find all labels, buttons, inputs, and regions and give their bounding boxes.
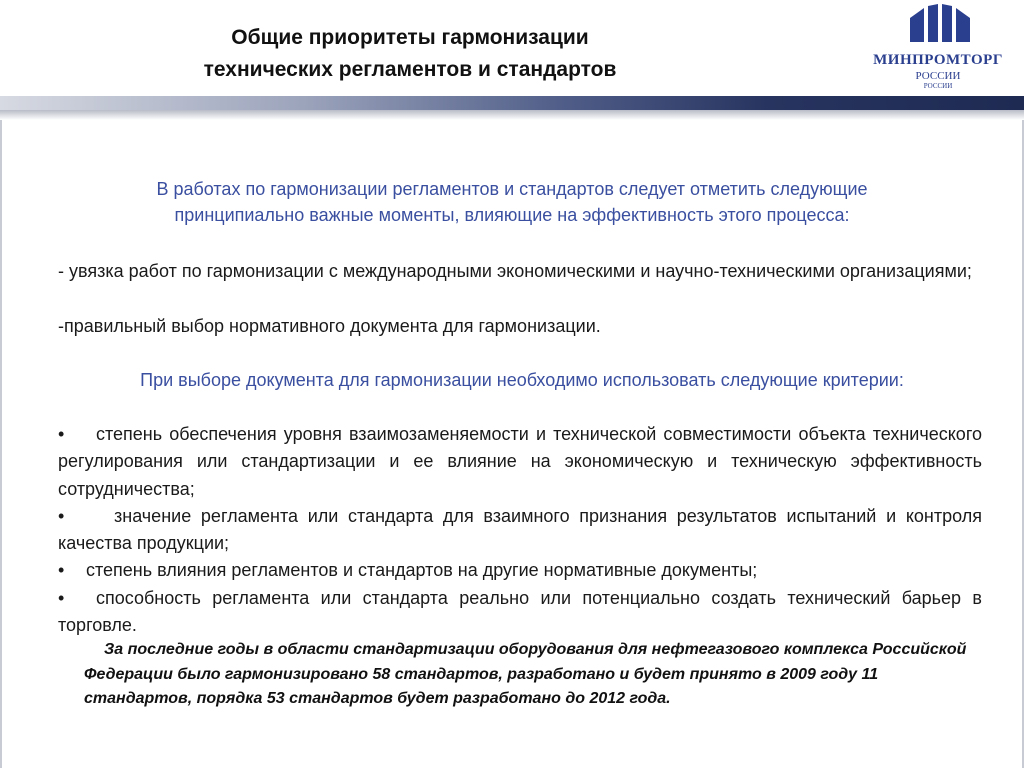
criteria-item-text: степень влияния регламентов и стандартов на другие нормативные документы; <box>86 560 758 581</box>
logo-name: МИНПРОМТОРГ <box>873 52 1003 68</box>
bullet-icon: • <box>58 505 65 526</box>
list-item <box>58 503 982 558</box>
title-line-1: Общие приоритеты гармонизации <box>231 26 589 49</box>
criteria-title: При выборе документа для гармонизации необходимо использовать следующие критерии: <box>140 370 904 390</box>
list-item <box>58 421 982 503</box>
logo-subtitle: РОССИИ <box>915 70 961 82</box>
header-stripe-shadow <box>0 110 1024 120</box>
summary-note <box>84 638 984 712</box>
header-stripe <box>0 96 1024 110</box>
summary-note-text: За последние годы в области стандартизации оборудования для нефтегазового комплекса Российской Федерации было гармонизировано 58 стандартов, разработано и будет принято в 2009 году 11 стандартов, порядка 53 стандартов будет разработано до 2012 года. <box>84 641 967 707</box>
minpromtorg-logo <box>858 4 1018 96</box>
list-item <box>58 585 982 640</box>
intro-text <box>40 176 984 228</box>
point-document-choice: -правильный выбор нормативного документа для гармонизации. <box>58 316 601 336</box>
criteria-list <box>58 421 982 639</box>
criteria-item-text: значение регламента или стандарта для взаимного признания результатов испытаний и контроля качества продукции; <box>58 505 982 554</box>
logo-subtitle-small: РОССИИ <box>923 82 953 90</box>
slide-header <box>0 0 1024 98</box>
criteria-item-text: степень обеспечения уровня взаимозаменяемости и технической совместимости объекта технического регулирования или стандартизации и ее влияние на экономическую и техническую эффективность сотрудничества; <box>58 424 982 499</box>
bullet-icon: • <box>58 587 65 608</box>
point-international-cooperation: - увязка работ по гармонизации с международными экономическими и научно-техническими организациями; <box>58 261 972 281</box>
criteria-item-text: способность регламента или стандарта реально или потенциально создать технический барьер в торговле. <box>58 587 982 636</box>
bullet-icon: • <box>58 560 65 581</box>
slide-title <box>120 22 700 86</box>
building-columns-icon <box>858 4 1018 52</box>
intro-line-1: В работах по гармонизации регламентов и стандартов следует отметить следующие <box>156 179 868 199</box>
intro-line-2: принципиально важные моменты, влияющие на эффективность этого процесса: <box>174 205 850 225</box>
title-line-2: технических регламентов и стандартов <box>203 58 617 81</box>
list-item <box>58 557 982 584</box>
bullet-icon: • <box>58 424 65 444</box>
